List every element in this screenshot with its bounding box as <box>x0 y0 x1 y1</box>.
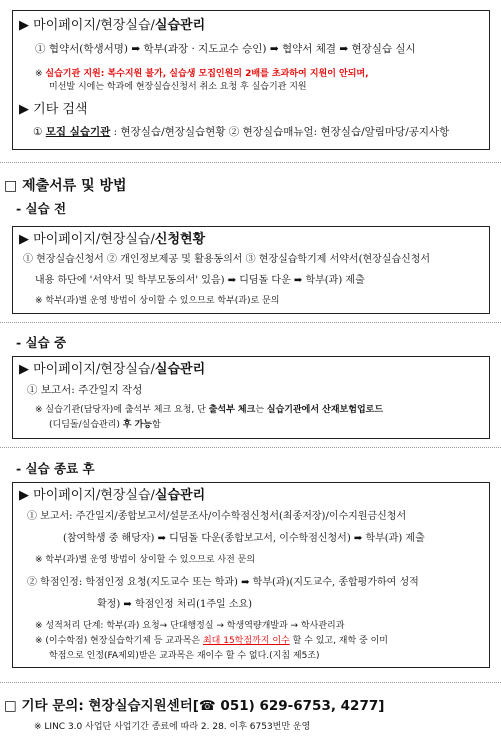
subtitle-before-practice: - 실습 전 <box>16 201 67 216</box>
box3-note-a: ※ 실습기관(담당자)에 출석부 체크 요청, 단 <box>35 405 209 415</box>
box3-note-c: 는 <box>255 405 267 415</box>
box2-heading-prefix: ▶ 마이페이지/현장실습/ <box>19 232 155 247</box>
box1-note-line2: 미선발 시에는 학과에 현장실습신청서 취소 요청 후 실습기관 지원 <box>49 82 307 92</box>
subtitle-during-practice: - 실습 중 <box>16 335 67 350</box>
box4-line2: (참여학생 중 해당자) ➡ 디딤돌 다운(종합보고서, 이수학점신청서) ➡ 학부(과) 제출 <box>63 533 425 544</box>
box2-line2: 내용 하단에 '서약서 및 학부모동의서' 있음) ➡ 디딤돌 다운 ➡ 학부(과) 제출 <box>35 275 365 286</box>
box1-heading-bold: 실습관리 <box>154 18 206 33</box>
box1-steps: ① 협약서(학생서명) ➡ 학부(과장 · 지도교수 승인) ➡ 협약서 체결 ➡ 현장실습 실시 <box>35 43 416 55</box>
box4-note3-red: 최대 15학점까지 이수 <box>202 636 290 646</box>
box3-line1: ① 보고서: 주간일지 작성 <box>27 384 143 396</box>
box4-line4: 확정) ➡ 학점인정 처리(1주일 소요) <box>97 599 253 610</box>
box1-search-rest: : 현장실습/현장실습현황 ② 현장실습매뉴얼: 현장실습/알림마당/공지사항 <box>110 126 450 138</box>
footer-note: ※ LINC 3.0 사업단 사업기간 종료에 따라 2. 28. 이후 6753번만 운영 <box>34 722 311 732</box>
box4-line1: ① 보고서: 주간일지/종합보고서/설문조사/이수학점신청서(최종저장)/이수지원금신청서 <box>27 511 407 522</box>
divider <box>0 682 501 683</box>
box3-note-d: 실습기관에서 산재보험업로드 <box>266 405 384 415</box>
info-box-practice-management <box>12 10 490 150</box>
box3-note <box>35 405 383 416</box>
box4-note3-b: 할 수 있고, 재학 중 이미 <box>289 636 388 646</box>
box4-note3 <box>35 636 388 647</box>
box1-heading-prefix: ▶ 마이페이지/현장실습/ <box>19 18 155 33</box>
box4-note3-line2: 학점으로 인정(FA제외)받은 교과목은 재이수 할 수 없다.(지침 제5조) <box>49 651 320 661</box>
box3-note2-c: 함 <box>152 420 161 430</box>
box4-note3-a: ※ (이수학점) 현장실습학기제 등 교과목은 <box>35 636 203 646</box>
box2-note: ※ 학부(과)별 운영 방법이 상이할 수 있으므로 학부(과)로 문의 <box>35 296 280 306</box>
box1-note-mark: ※ <box>35 69 43 79</box>
box4-note1: ※ 학부(과)별 운영 방법이 상이할 수 있으므로 사전 문의 <box>35 555 256 565</box>
box1-heading <box>19 18 205 34</box>
box3-heading-prefix: ▶ 마이페이지/현장실습/ <box>19 362 155 377</box>
section-title-documents: □ 제출서류 및 방법 <box>4 178 127 194</box>
box1-note <box>35 69 369 80</box>
box1-search-bold: 모집 실습기관 <box>45 126 111 138</box>
box2-heading <box>19 232 205 248</box>
info-box-after-practice <box>12 482 490 668</box>
box4-heading <box>19 488 205 504</box>
box1-search-line <box>33 126 449 139</box>
box4-line3: ② 학점인정: 학점인정 요청(지도교수 또는 학과) ➡ 학부(과)(지도교수, 종합평가하여 성적 <box>27 577 419 588</box>
subtitle-after-practice: - 실습 종료 후 <box>16 461 95 476</box>
box3-note2-b: 후 가능 <box>122 420 152 430</box>
box1-note-red: 실습기관 지원: 복수지원 불가, 실습생 모집인원의 2배를 초과하여 지원이 안되며, <box>45 69 369 79</box>
contact-title: □ 기타 문의: 현장실습지원센터[☎ 051) 629-6753, 4277] <box>4 698 385 714</box>
box3-heading <box>19 362 205 378</box>
info-box-during-practice <box>12 356 490 439</box>
box1-other-heading: ▶ 기타 검색 <box>19 102 88 117</box>
divider <box>0 162 501 163</box>
box4-note2: ※ 성적처리 단계: 학부(과) 요청→ 단대행정실 → 학생역량개발과 → 학사관리과 <box>35 621 345 631</box>
box1-search-prefix: ① <box>33 126 46 138</box>
box3-heading-bold: 실습관리 <box>154 362 206 377</box>
box4-heading-bold: 실습관리 <box>154 488 206 503</box>
box4-heading-prefix: ▶ 마이페이지/현장실습/ <box>19 488 155 503</box>
box3-note-line2 <box>49 420 161 431</box>
box2-line1: ① 현장실습신청서 ② 개인정보제공 및 활용동의서 ③ 현장실습학기제 서약서(현장실습신청서 <box>23 254 431 265</box>
info-box-application-status <box>12 226 490 314</box>
box3-note-b: 출석부 체크 <box>208 405 256 415</box>
box2-heading-bold: 신청현황 <box>154 232 206 247</box>
box3-note2-a: (디딤돌/실습관리) <box>49 420 123 430</box>
divider <box>0 447 501 448</box>
divider <box>0 322 501 323</box>
